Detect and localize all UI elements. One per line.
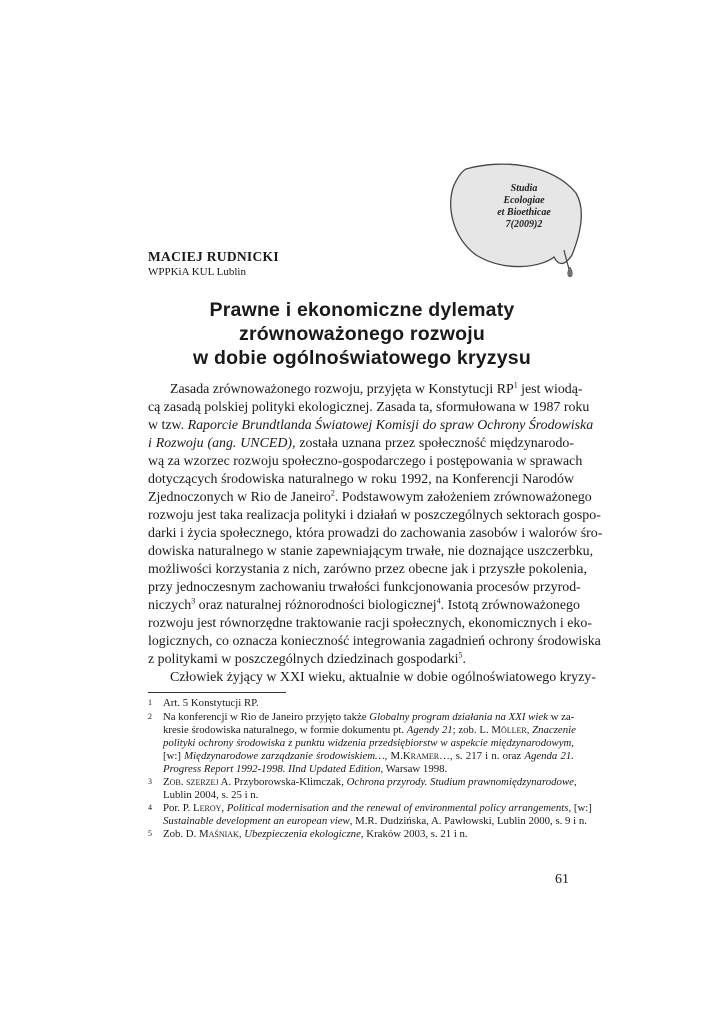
- body-line: przy jednoczesnym zachowaniu trwałości funkcjonowania procesów przyrod-: [148, 580, 581, 595]
- title-line: Prawne i ekonomiczne dylematy: [209, 299, 515, 321]
- footnote-line: Na konferencji w Rio de Janeiro przyjęto także Globalny program działania na XXI wiek w za-: [163, 711, 575, 723]
- body-line: logicznych, co oznacza konieczność integrowania zagadnień ochrony środowiska: [148, 634, 601, 649]
- footnote-line: kresie środowiska naturalnego, w formie dokumentu pt. Agendy 21; zob. L. Möller, Znaczenie: [163, 724, 576, 736]
- article-title: [150, 298, 574, 370]
- page-number: 61: [555, 872, 569, 887]
- body-line: dotyczących środowiska naturalnego w roku 1992, na Konferencji Narodów: [148, 472, 574, 487]
- body-line: cą zasadą polskiej polityki ekologicznej. Zasada ta, sformułowana w 1987 roku: [148, 400, 590, 415]
- footnote-line: Lublin 2004, s. 25 i n.: [163, 789, 259, 801]
- journal-issue: 7(2009)2: [505, 219, 543, 230]
- body-line: w tzw. Raporcie Brundtlanda Światowej Komisji do spraw Ochrony Środowiska: [148, 418, 594, 433]
- body-line: i Rozwoju (ang. UNCED), została uznana przez społeczność międzynarodo-: [148, 436, 574, 451]
- footnote-number: 2: [148, 712, 152, 721]
- body-line: możliwości korzystania z nich, zarówno przez obecne jak i przyszłe pokolenia,: [148, 562, 587, 577]
- footnote-number: 4: [148, 803, 152, 812]
- footnote-line: Sustainable development an european view, M.R. Dudzińska, A. Pawłowski, Lublin 2000, s. 9 i n.: [163, 815, 587, 827]
- footnote-number: 3: [148, 777, 152, 786]
- body-line: darki i życia społecznego, która prowadzi do zachowania zasobów i walorów śro-: [148, 526, 603, 541]
- footnote-line: Por. P. Leroy, Political modernisation and the renewal of environmental policy arrangements, [w:]: [163, 802, 592, 814]
- footnote-line: Progress Report 1992-1998. IInd Updated Edition, Warsaw 1998.: [163, 763, 448, 775]
- footnote-number: 1: [148, 698, 152, 707]
- body-line: rozwoju jest równorzędne traktowanie racji społecznych, ekonomicznych i eko-: [148, 616, 592, 631]
- body-line: Człowiek żyjący w XXI wieku, aktualnie w dobie ogólnoświatowego kryzy-: [170, 670, 596, 685]
- body-line: z politykami w poszczególnych dziedzinach gospodarki$^5$.: [148, 650, 466, 667]
- footnote-line: polityki ochrony środowiska z punktu widzenia przedsiębiorstw w aspekcie międzynarodowym,: [163, 737, 574, 749]
- body-line: dowiska naturalnego w stanie zapewniającym trwałe, nie doznające uszczerbku,: [148, 544, 594, 559]
- title-line: zrównoważonego rozwoju: [239, 323, 485, 345]
- body-line: Zjednoczonych w Rio de Janeiro$^2$. Podstawowym założeniem zrównoważonego: [148, 488, 592, 505]
- journal-name-line3: et Bioethicae: [497, 207, 551, 218]
- footnote-line: [w:] Międzynarodowe zarządzanie środowiskiem…, M.Kramer…, s. 217 i n. oraz Agenda 21.: [163, 750, 574, 762]
- body-line: Zasada zrównoważonego rozwoju, przyjęta w Konstytucji $RP^1$ jest wiodą-: [170, 380, 583, 397]
- author-affiliation: WPPKiA KUL Lublin: [148, 266, 246, 278]
- journal-name-line2: Ecologiae: [503, 195, 545, 206]
- body-line: rozwoju jest taka realizacja polityki i działań w poszczególnych sektorach gospo-: [148, 508, 601, 523]
- footnote-line: Zob. szerzej A. Przyborowska-Klimczak, Ochrona przyrody. Studium prawnomiędzynarodowe,: [163, 776, 577, 788]
- footnote-line: Zob. D. Maśniak, Ubezpieczenia ekologiczne, Kraków 2003, s. 21 i n.: [163, 828, 468, 840]
- body-line: niczych$^3$ oraz naturalnej różnorodności biologicznej$^4$. Istotą zrównoważonego: [148, 596, 580, 613]
- title-line: w dobie ogólnoświatowego kryzysu: [193, 347, 531, 369]
- journal-badge-text: [478, 183, 570, 231]
- journal-name-line1: Studia: [510, 183, 538, 194]
- footnote-divider: [148, 692, 286, 693]
- footnote-line: Art. 5 Konstytucji RP.: [163, 697, 259, 709]
- body-line: wą za wzorzec rozwoju społeczno-gospodarczego i postępowania w sprawach: [148, 454, 583, 469]
- author-name: MACIEJ RUDNICKI: [148, 249, 279, 264]
- footnote-number: 5: [148, 829, 152, 838]
